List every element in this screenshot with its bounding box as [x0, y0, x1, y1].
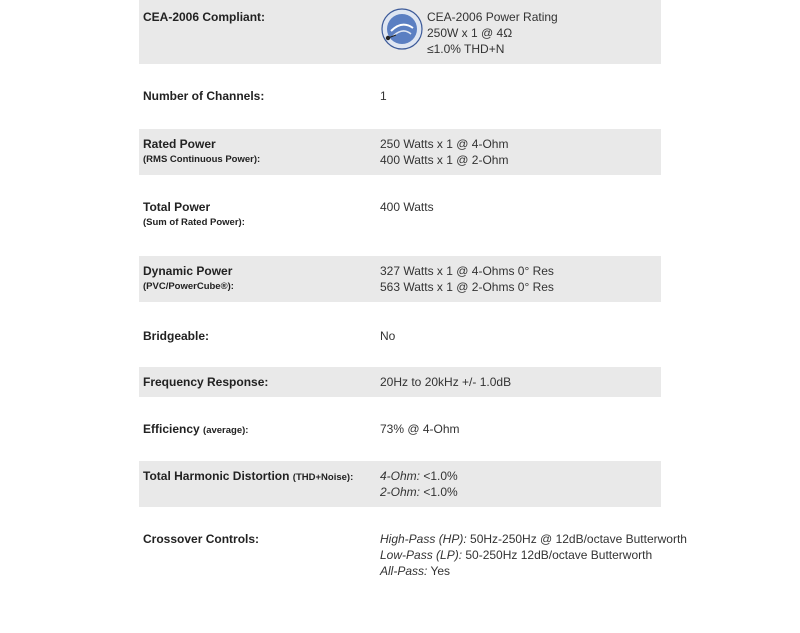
spec-label-crossover: Crossover Controls: [143, 532, 260, 546]
spec-value-efficiency: 73% @ 4-Ohm [380, 422, 460, 436]
spec-row-efficiency [139, 397, 661, 461]
spec-label-channels: Number of Channels: [143, 89, 265, 103]
spec-label-frequency-response: Frequency Response: [143, 375, 269, 389]
spec-label-efficiency [143, 421, 248, 439]
thd-line-2ohm [380, 484, 661, 500]
spec-label-bridgeable: Bridgeable: [143, 329, 210, 343]
spec-row-frequency-response [139, 367, 661, 397]
thd-title: Total Harmonic Distortion [143, 469, 290, 483]
dynamic-power-line-1: 327 Watts x 1 @ 4-Ohms 0° Res [380, 264, 554, 278]
spec-value-channels: 1 [380, 89, 387, 103]
cea-compliant-logo-icon [381, 8, 423, 50]
spec-label-rated-power [143, 136, 260, 168]
cea-rating-text [427, 9, 558, 57]
efficiency-sub: (average): [203, 425, 249, 436]
spec-row-thd [139, 461, 661, 507]
dynamic-power-line-2: 563 Watts x 1 @ 2-Ohms 0° Res [380, 280, 554, 294]
crossover-val-lp: 50-250Hz 12dB/octave Butterworth [462, 548, 653, 562]
spec-value-frequency-response: 20Hz to 20kHz +/- 1.0dB [380, 375, 512, 389]
spec-row-total-power [139, 175, 661, 256]
spec-value-rated-power [380, 136, 661, 168]
spec-row-channels [139, 64, 661, 129]
rated-power-line-2: 400 Watts x 1 @ 2-Ohm [380, 153, 509, 167]
total-power-sub: (Sum of Rated Power): [143, 217, 245, 228]
rated-power-sub: (RMS Continuous Power): [143, 154, 261, 165]
thd-val-4ohm: <1.0% [420, 469, 458, 483]
crossover-line-lp [380, 547, 661, 563]
dynamic-power-title: Dynamic Power [143, 264, 233, 278]
spec-value-dynamic-power [380, 263, 661, 295]
thd-sub: (THD+Noise): [292, 472, 354, 483]
thd-key-2ohm: 2-Ohm: [380, 485, 421, 499]
efficiency-title: Efficiency [143, 422, 200, 436]
spec-row-cea [139, 0, 661, 64]
spec-value-total-power: 400 Watts [380, 200, 434, 214]
spec-row-dynamic-power [139, 256, 661, 302]
rated-power-title: Rated Power [143, 137, 216, 151]
dynamic-power-sub: (PVC/PowerCube®): [143, 281, 234, 292]
spec-row-bridgeable [139, 302, 661, 367]
crossover-val-hp: 50Hz-250Hz @ 12dB/octave Butterworth [466, 532, 687, 546]
spec-value-bridgeable: No [380, 329, 396, 343]
crossover-key-hp: High-Pass (HP): [380, 532, 467, 546]
spec-row-rated-power [139, 129, 661, 175]
cea-rating-line-2: 250W x 1 @ 4Ω [427, 26, 513, 40]
spec-label-dynamic-power [143, 263, 234, 295]
spec-row-crossover [139, 507, 687, 633]
spec-value-crossover [380, 531, 687, 579]
spec-label-cea: CEA-2006 Compliant: [143, 10, 266, 24]
spec-label-total-power [143, 199, 245, 231]
thd-val-2ohm: <1.0% [420, 485, 458, 499]
crossover-line-ap [380, 563, 661, 579]
cea-rating-line-1: CEA-2006 Power Rating [427, 10, 558, 24]
total-power-title: Total Power [143, 200, 211, 214]
thd-line-4ohm [380, 468, 661, 484]
crossover-key-lp: Low-Pass (LP): [380, 548, 463, 562]
thd-key-4ohm: 4-Ohm: [380, 469, 421, 483]
spec-table [139, 0, 687, 633]
crossover-line-hp [380, 531, 687, 547]
spec-label-thd [143, 468, 353, 486]
rated-power-line-1: 250 Watts x 1 @ 4-Ohm [380, 137, 509, 151]
spec-value-thd [380, 468, 661, 500]
crossover-key-ap: All-Pass: [380, 564, 428, 578]
cea-rating-line-3: ≤1.0% THD+N [427, 42, 505, 56]
crossover-val-ap: Yes [427, 564, 451, 578]
